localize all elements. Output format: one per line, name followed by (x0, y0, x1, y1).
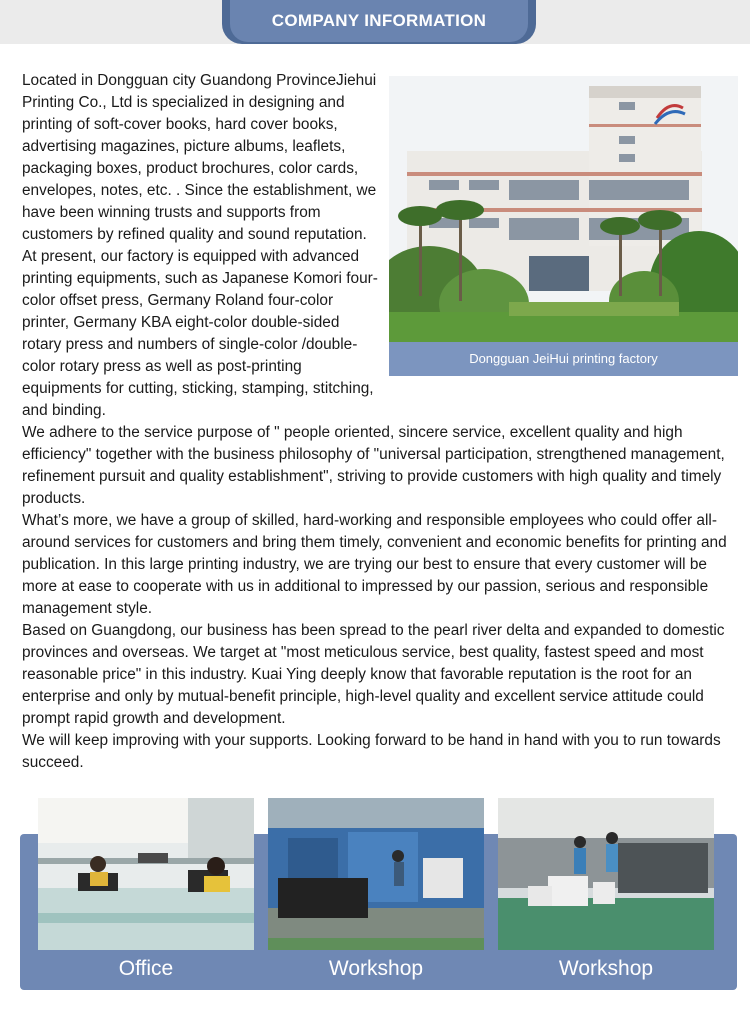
factory-photo (389, 76, 738, 342)
workshop-photo-2 (498, 798, 714, 950)
factory-figure (389, 76, 738, 376)
factory-caption: Dongguan JeiHui printing factory (389, 342, 738, 376)
company-description (22, 70, 738, 774)
paragraph-closing: We will keep improving with your supports. Looking forward to be hand in hand with you to run towards succeed. (22, 732, 721, 771)
section-title: COMPANY INFORMATION (230, 0, 528, 42)
gallery-label-workshop-1: Workshop (328, 957, 424, 980)
office-photo (38, 798, 254, 950)
paragraph-service-purpose: We adhere to the service purpose of " people oriented, sincere service, excellent quality and high efficiency" together with the business philosophy of "universal participation, strengthened management, refinement pursuit and quality establishment", striving to provide customers with high quality and timely products. (22, 424, 725, 507)
gallery-label-workshop-2: Workshop (558, 957, 654, 980)
workshop-photo-1 (268, 798, 484, 950)
paragraph-business-scope: Based on Guangdong, our business has been spread to the pearl river delta and expanded to domestic provinces and overseas. We target at "most meticulous service, best quality, fastest speed and most reasonable price" in this industry. Kuai Ying deeply know that favorable reputation is the root for an enterprise and only by mutual-benefit principle, high-level quality and excellent service attitude could prompt rapid growth and development. (22, 622, 725, 727)
gallery-label-office: Office (118, 957, 174, 980)
paragraph-employees: What’s more, we have a group of skilled, hard-working and responsible employees who could offer all-around services for customers and bring them timely, convenient and economic benefits for printing and publication. In this large printing industry, we are trying our best to ensure that every customer will be more at ease to cooperate with us in additional to impressed by our passion, serious and responsible management style. (22, 512, 727, 617)
paragraph-intro: Located in Dongguan city Guandong ProvinceJiehui Printing Co., Ltd is specialized in designing and printing of soft-cover books, hard cover books, advertising magazines, picture albums, leaflets, packaging boxes, product brochures, color cards, envelopes, notes, etc. . Since the establishment, we have been winning trusts and supports from customers by refined quality and sound reputation. At present, our factory is equipped with advanced printing equipments, such as Japanese Komori four-color offset press, Germany Roland four-color printer, Germany KBA eight-color double-sided rotary press and numbers of single-color /double-color rotary press as well as post-printing equipments for cutting, sticking, stamping, stitching, and binding. (22, 72, 378, 419)
